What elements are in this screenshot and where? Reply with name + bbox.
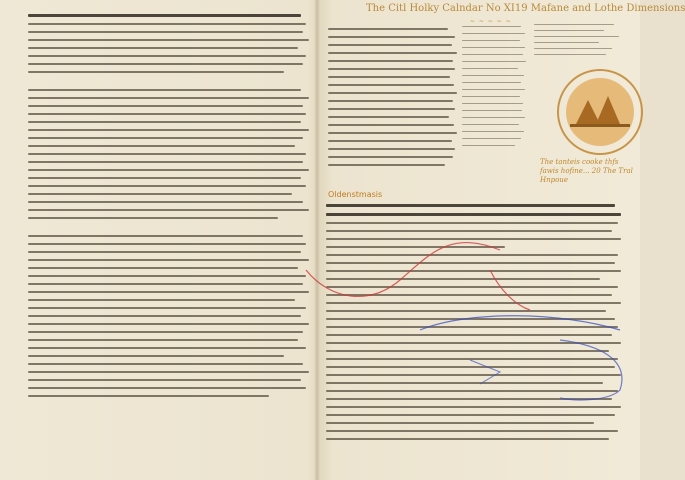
- text-line: [28, 39, 309, 41]
- text-line: [28, 14, 301, 17]
- text-line: [28, 63, 303, 65]
- text-line: [326, 398, 612, 400]
- text-line: [28, 347, 306, 349]
- right-page-middle-text: [462, 26, 528, 184]
- text-line: [328, 164, 445, 166]
- text-line: [28, 201, 303, 203]
- text-line: [28, 31, 303, 33]
- text-line: [326, 230, 612, 232]
- text-line: [28, 47, 298, 49]
- text-line: [28, 89, 301, 91]
- text-line: [28, 315, 301, 317]
- text-line: [28, 275, 306, 277]
- text-line: [534, 42, 599, 43]
- text-line: [28, 395, 269, 397]
- text-line: [326, 254, 618, 256]
- page-title: The Citl Holky Calndar No XI19 Mafane and Lothe Dimensions: [366, 3, 685, 14]
- text-line: [326, 422, 594, 424]
- text-line: [326, 318, 615, 320]
- text-line: [28, 299, 295, 301]
- text-line: [326, 213, 621, 216]
- text-line: [462, 89, 525, 90]
- text-line: [28, 363, 303, 365]
- text-line: [326, 374, 621, 376]
- text-line: [28, 307, 306, 309]
- text-line: [328, 60, 453, 62]
- text-line: [326, 358, 618, 360]
- text-line: [534, 54, 606, 55]
- text-line: [326, 262, 615, 264]
- text-line: [534, 36, 619, 37]
- text-line: [28, 371, 309, 373]
- text-line: [462, 47, 525, 48]
- text-line: [328, 92, 457, 94]
- text-line: [326, 414, 615, 416]
- text-line: [326, 278, 600, 280]
- text-line: [28, 209, 309, 211]
- text-line: [462, 61, 526, 62]
- text-line: [328, 124, 454, 126]
- text-line: [28, 121, 301, 123]
- text-line: [28, 55, 306, 57]
- text-line: [28, 291, 309, 293]
- text-line: [28, 185, 306, 187]
- text-line: [28, 339, 298, 341]
- text-line: [326, 366, 615, 368]
- text-line: [28, 355, 284, 357]
- text-line: [28, 97, 309, 99]
- text-line: [28, 379, 301, 381]
- text-line: [28, 283, 303, 285]
- text-line: [28, 71, 284, 73]
- text-line: [462, 138, 521, 139]
- text-line: [326, 270, 621, 272]
- text-line: [326, 302, 621, 304]
- text-line: [328, 84, 454, 86]
- text-line: [462, 26, 521, 27]
- text-line: [28, 161, 303, 163]
- book-gutter: [314, 0, 320, 480]
- right-page-lower-text: [326, 204, 624, 476]
- text-line: [28, 129, 309, 131]
- text-line: [328, 76, 450, 78]
- text-line: [326, 286, 618, 288]
- text-line: [326, 390, 618, 392]
- text-line: [326, 334, 612, 336]
- text-line: [326, 406, 621, 408]
- text-line: [462, 68, 518, 69]
- text-line: [28, 243, 306, 245]
- text-line: [28, 193, 292, 195]
- text-line: [28, 323, 309, 325]
- text-line: [462, 124, 519, 125]
- text-line: [28, 105, 303, 107]
- text-line: [326, 246, 505, 248]
- text-line: [28, 331, 303, 333]
- text-line: [462, 117, 525, 118]
- text-line: [326, 438, 609, 440]
- text-line: [326, 294, 612, 296]
- right-page-upper-text: [328, 14, 458, 184]
- text-line: [326, 222, 618, 224]
- text-line: [328, 108, 455, 110]
- text-line: [28, 169, 309, 171]
- text-line: [28, 145, 295, 147]
- text-line: [462, 96, 520, 97]
- text-line: [462, 131, 524, 132]
- text-line: [328, 68, 455, 70]
- text-line: [462, 145, 515, 146]
- text-line: [326, 342, 621, 344]
- text-line: [328, 140, 452, 142]
- text-line: [326, 310, 606, 312]
- section-heading: Oldenstmasis: [328, 190, 383, 199]
- text-line: [28, 259, 309, 261]
- text-line: [534, 24, 614, 25]
- text-line: [328, 28, 448, 30]
- text-line: [326, 204, 615, 207]
- text-line: [28, 235, 303, 237]
- text-line: [28, 267, 298, 269]
- text-line: [326, 350, 609, 352]
- text-line: [28, 251, 301, 253]
- text-line: [28, 177, 301, 179]
- text-line: [328, 156, 453, 158]
- text-line: [28, 113, 306, 115]
- text-line: [462, 110, 522, 111]
- text-line: [462, 103, 523, 104]
- text-line: [328, 36, 455, 38]
- text-line: [462, 75, 524, 76]
- text-line: [462, 40, 520, 41]
- text-line: [326, 238, 621, 240]
- text-line: [462, 82, 521, 83]
- text-line: [328, 100, 453, 102]
- text-line: [28, 387, 306, 389]
- emblem-caption: The tanteis cooke thfs fawis hofine... 20 The Tral Hnpoue: [540, 158, 633, 184]
- text-line: [326, 326, 618, 328]
- text-line: [328, 148, 455, 150]
- text-line: [28, 137, 303, 139]
- text-line: [28, 217, 278, 219]
- text-line: [328, 132, 457, 134]
- text-line: [326, 382, 603, 384]
- text-line: [462, 33, 525, 34]
- text-line: [534, 30, 604, 31]
- left-page-text: [28, 14, 312, 476]
- text-line: [326, 430, 618, 432]
- text-line: [28, 153, 306, 155]
- text-line: [328, 52, 457, 54]
- text-line: [328, 116, 449, 118]
- text-line: [462, 54, 523, 55]
- gold-circular-emblem-icon: [530, 60, 638, 160]
- ornament-subtitle: ~ ~ ~ ~ ~: [470, 18, 512, 25]
- text-line: [534, 48, 612, 49]
- text-line: [28, 23, 306, 25]
- text-line: [328, 44, 452, 46]
